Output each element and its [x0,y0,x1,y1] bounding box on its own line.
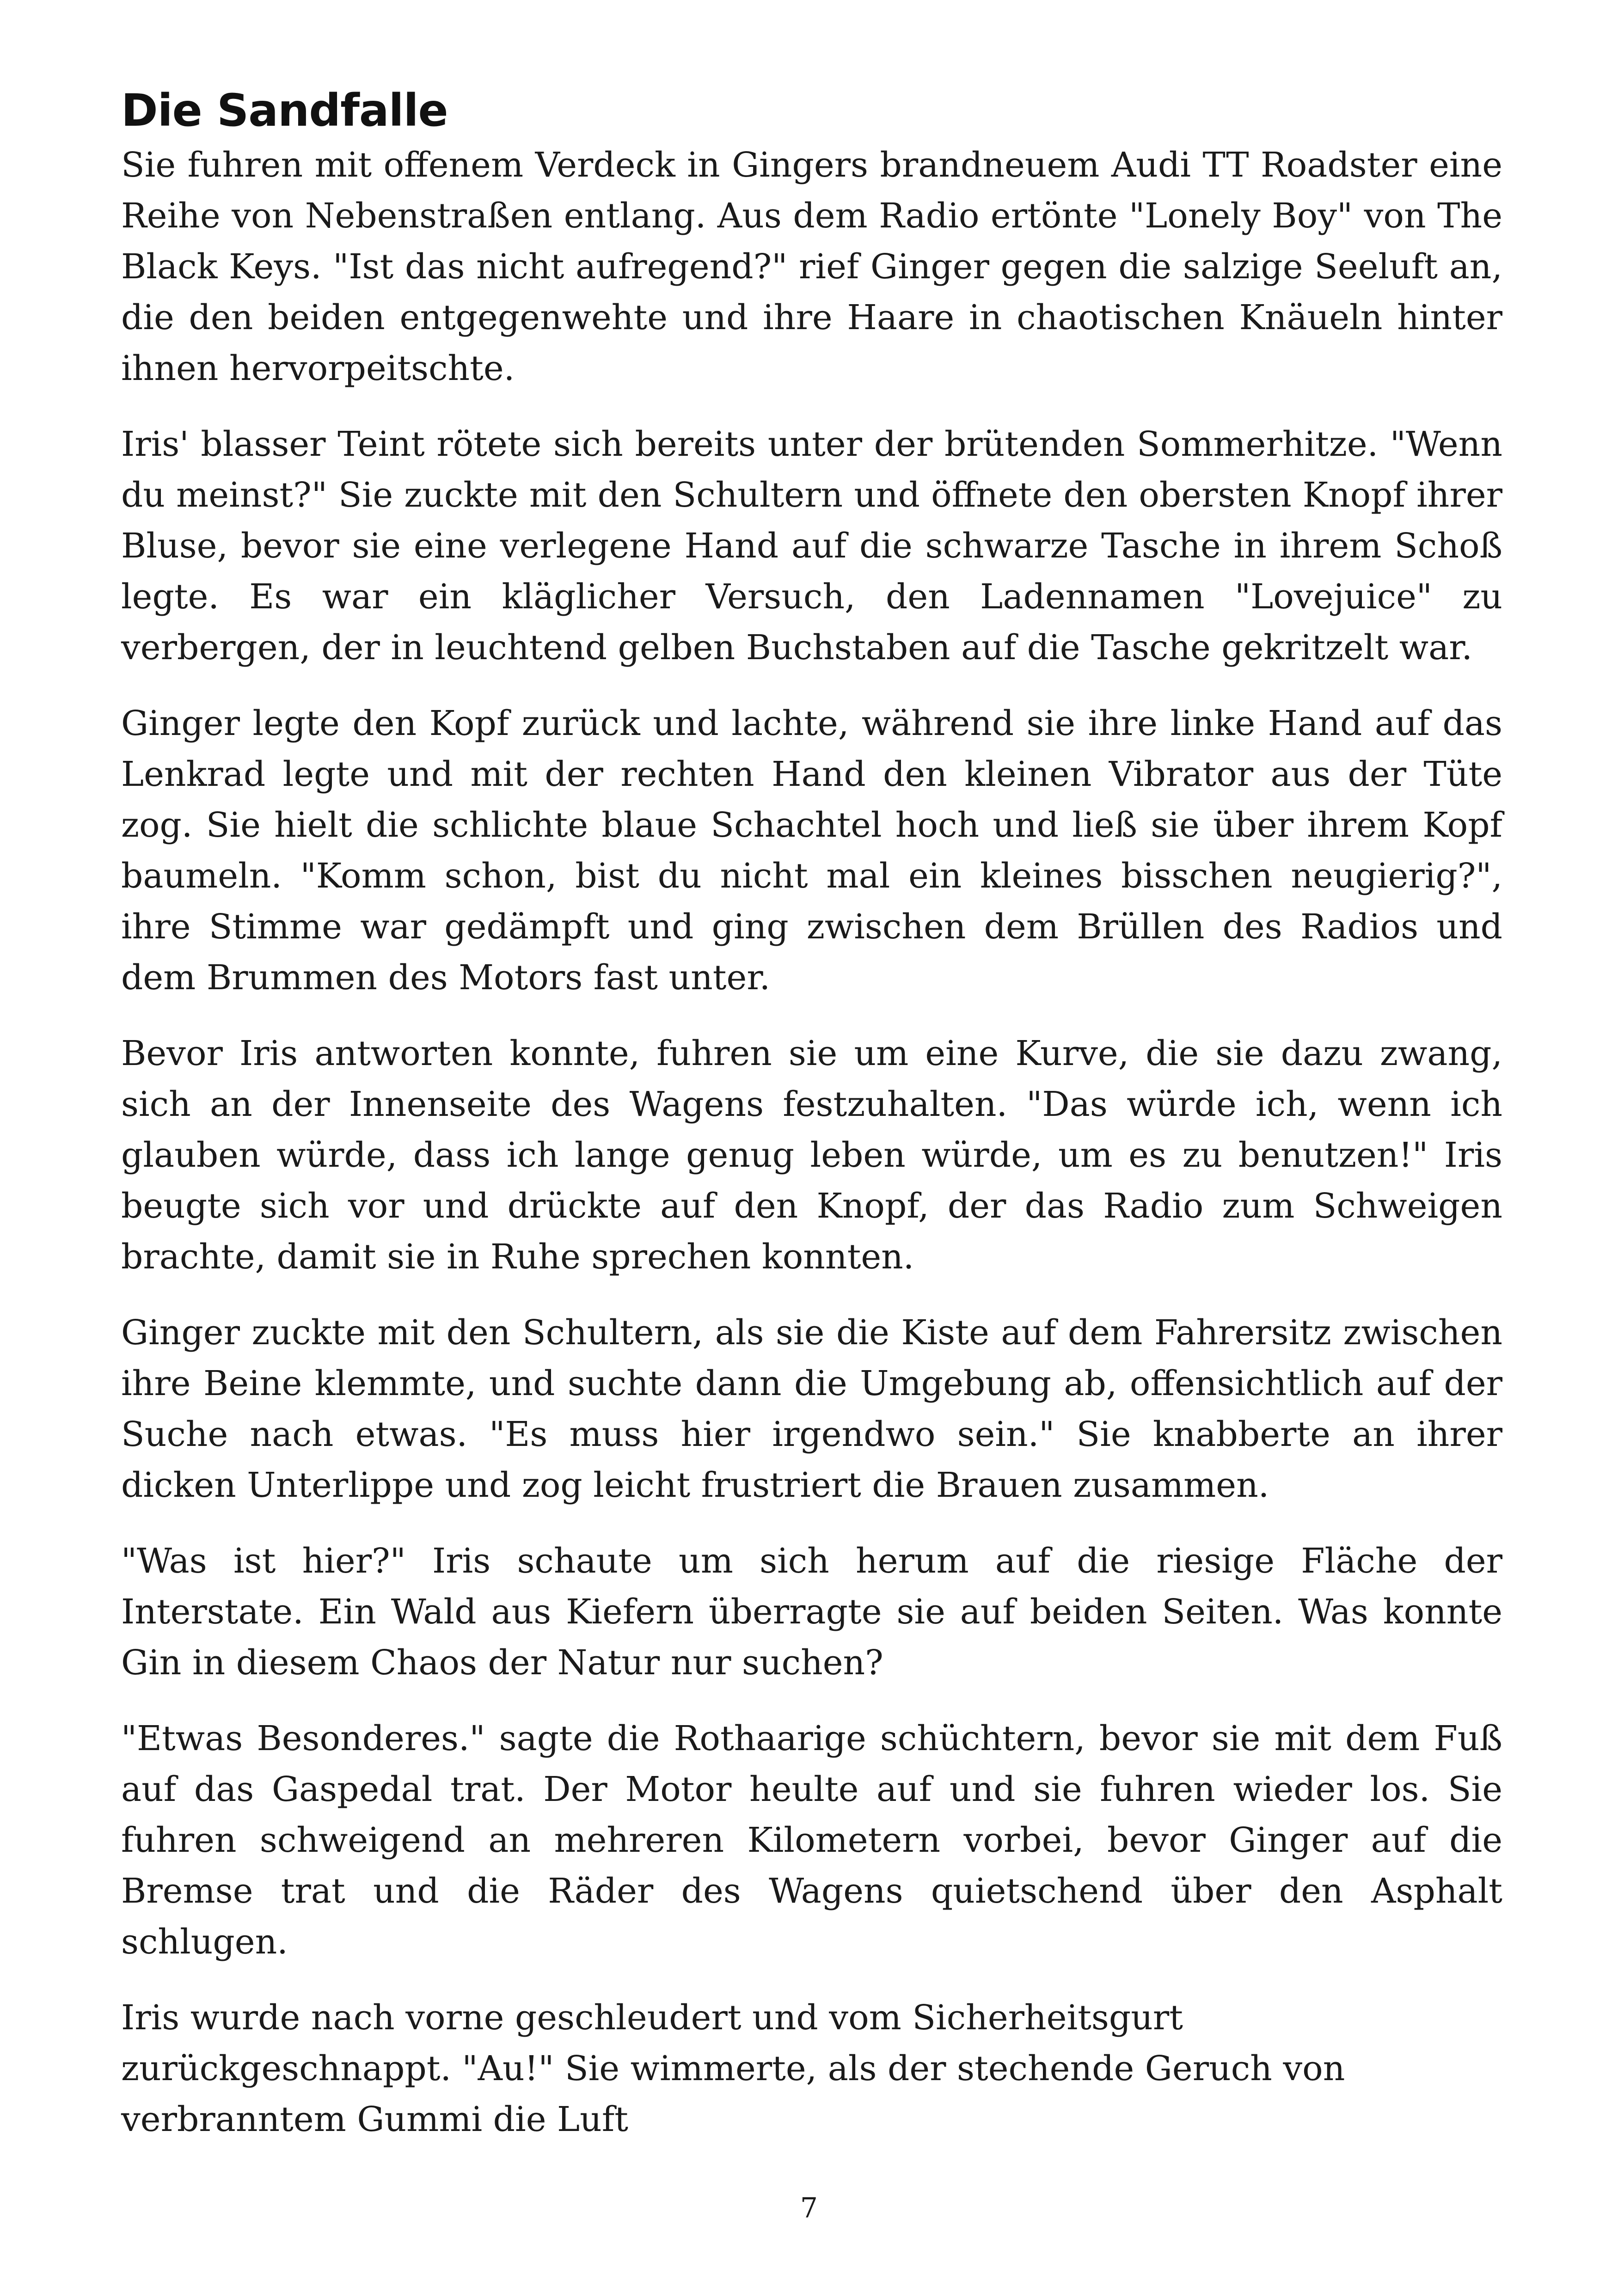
paragraph-5: Ginger zuckte mit den Schultern, als sie die Kiste auf dem Fahrersitz zwischen ihre Beine klemmte, und suchte dann die Umgebung ab, offensichtlich auf der Suche nach etwas. "Es muss hier irgendwo sein." Sie knabberte an ihrer dicken Unterlippe und zog leicht frustriert die Brauen zusammen. [121,1313,1502,1505]
chapter-title: Die Sandfalle [121,85,448,136]
paragraph-6: "Was ist hier?" Iris schaute um sich herum auf die riesige Fläche der Interstate. Ein Wald aus Kiefern überragte sie auf beiden Seiten. Was konnte Gin in diesem Chaos der Natur nur suchen? [121,1541,1502,1683]
paragraph-4: Bevor Iris antworten konnte, fuhren sie um eine Kurve, die sie dazu zwang, sich an der Innenseite des Wagens festzuhalten. "Das würde ich, wenn ich glauben würde, dass ich lange genug leben würde, um es zu benutzen!" Iris beugte sich vor und drückte auf den Knopf, der das Radio zum Schweigen brachte, damit sie in Ruhe sprechen konnten. [121,1034,1502,1277]
paragraph-8: Iris wurde nach vorne geschleudert und vom Sicherheitsgurt zurückgeschnappt. "Au!" Sie wimmerte, als der stechende Geruch von verbranntem Gummi die Luft [121,1998,1345,2139]
page-content [121,83,1502,2145]
paragraph-2: Iris' blasser Teint rötete sich bereits unter der brütenden Sommerhitze. "Wenn du meinst?" Sie zuckte mit den Schultern und öffnete den obersten Knopf ihrer Bluse, bevor sie eine verlegene Hand auf die schwarze Tasche in ihrem Schoß legte. Es war ein kläglicher Versuch, den Ladennamen "Lovejuice" zu verbergen, der in leuchtend gelben Buchstaben auf die Tasche gekritzelt war. [121,424,1502,667]
paragraph-3: Ginger legte den Kopf zurück und lachte, während sie ihre linke Hand auf das Lenkrad legte und mit der rechten Hand den kleinen Vibrator aus der Tüte zog. Sie hielt die schlichte blaue Schachtel hoch und ließ sie über ihrem Kopf baumeln. "Komm schon, bist du nicht mal ein kleines bisschen neugierig?", ihre Stimme war gedämpft und ging zwischen dem Brüllen des Radios und dem Brummen des Motors fast unter. [121,704,1502,998]
paragraph-1: Sie fuhren mit offenem Verdeck in Gingers brandneuem Audi TT Roadster eine Reihe von Nebenstraßen entlang. Aus dem Radio ertönte "Lonely Boy" von The Black Keys. "Ist das nicht aufregend?" rief Ginger gegen die salzige Seeluft an, die den beiden entgegenwehte und ihre Haare in chaotischen Knäueln hinter ihnen hervorpeitschte. [121,145,1502,388]
page-number: 7 [800,2192,818,2224]
paragraph-7: "Etwas Besonderes." sagte die Rothaarige schüchtern, bevor sie mit dem Fuß auf das Gaspedal trat. Der Motor heulte auf und sie fuhren wieder los. Sie fuhren schweigend an mehreren Kilometern vorbei, bevor Ginger auf die Bremse trat und die Räder des Wagens quietschend über den Asphalt schlugen. [121,1719,1502,1962]
